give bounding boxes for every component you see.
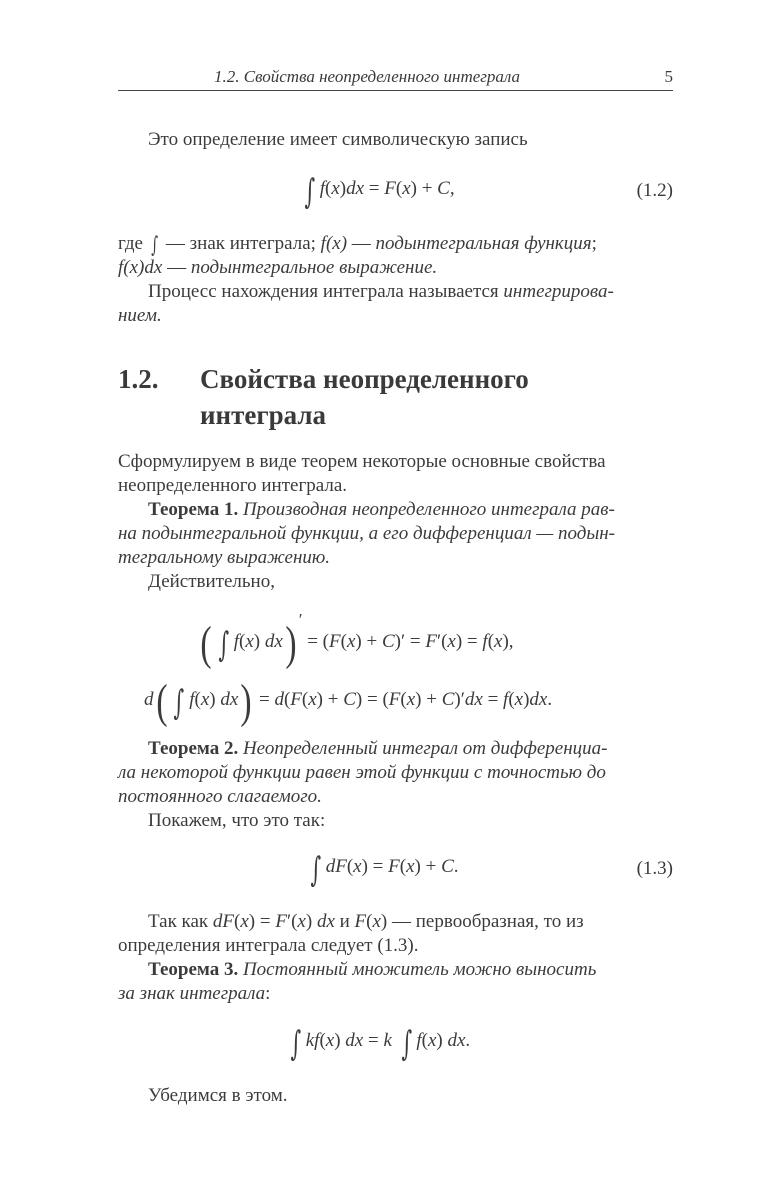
integral-sign-icon: ∫ bbox=[218, 625, 230, 665]
theorem-1-line3: тегральному выражению. bbox=[118, 547, 331, 568]
theorem-2-line1 bbox=[148, 737, 608, 761]
integrand-term: подынтегральная функция bbox=[375, 233, 592, 254]
section-title-line2: интеграла bbox=[200, 400, 327, 430]
running-header bbox=[118, 66, 673, 91]
integration-term-part2: нием. bbox=[118, 305, 162, 326]
show-line: Покажем, что это так: bbox=[148, 810, 326, 831]
verify-line: Убедимся в этом. bbox=[148, 1085, 288, 1106]
integral-sign-icon: ∫ bbox=[310, 850, 322, 890]
section-title-line1: Свойства неопределенного bbox=[200, 364, 529, 394]
section-number: 1.2. bbox=[118, 364, 159, 394]
since-line2: определения интеграла следует (1.3). bbox=[118, 935, 419, 956]
fxdx-symbol: f(x)dx bbox=[118, 257, 163, 278]
integrand-expression-line bbox=[118, 256, 437, 280]
where-line bbox=[118, 232, 597, 258]
since-and: и bbox=[339, 911, 350, 932]
theorem-3-label: Теорема 3. bbox=[148, 959, 239, 980]
theorem-3-line1 bbox=[148, 958, 596, 982]
theorem-2-text: Неопределенный интеграл от дифференциа- bbox=[242, 738, 608, 759]
integral-sign-icon: ∫ bbox=[150, 233, 158, 258]
theorem-1-text: Производная неопределенного интеграла рав- bbox=[242, 499, 615, 520]
right-paren-icon: ) bbox=[240, 675, 252, 728]
paragraph-line: Сформулируем в виде теорем некоторые основные свойства bbox=[118, 451, 606, 472]
theorem-2-line2: ла некоторой функции равен этой функции с точностью до bbox=[118, 762, 606, 783]
equation-derivative: ( ∫ f(x) dx) ′ = (F(x) + C)′ = F′(x) = f(x), bbox=[200, 610, 514, 670]
theorem-1-line1 bbox=[148, 498, 615, 522]
equation-1-3: ∫ dF(x) = F(x) + C. bbox=[310, 850, 459, 890]
integral-sign-icon: ∫ bbox=[304, 172, 316, 212]
indeed-line: Действительно, bbox=[148, 571, 275, 592]
fx-symbol: f(x) bbox=[320, 233, 348, 254]
integrand-expression-term: подынтегральное выражение. bbox=[190, 257, 438, 278]
integral-sign-icon: ∫ bbox=[174, 683, 185, 723]
theorem-1-line2: на подынтегральной функции, а его дифференциал — подын- bbox=[118, 523, 615, 544]
paragraph-line: неопределенного интеграла. bbox=[118, 475, 348, 496]
left-paren-icon: ( bbox=[200, 617, 212, 670]
dash: — bbox=[167, 257, 187, 278]
running-header-title: 1.2. Свойства неопределенного интеграла bbox=[214, 67, 521, 86]
integration-term-part1: интегрирова- bbox=[503, 281, 614, 302]
process-text: Процесс нахождения интеграла называется bbox=[148, 281, 499, 302]
where-prefix: где bbox=[118, 233, 143, 254]
theorem-3-colon: : bbox=[265, 983, 271, 1004]
theorem-2-label: Теорема 2. bbox=[148, 738, 239, 759]
equation-differential: d( ∫ f(x) dx) = d(F(x) + C) = (F(x) + C)′dx = f(x)dx. bbox=[144, 675, 553, 728]
where-mid: — знак интеграла; bbox=[165, 233, 316, 254]
integral-sign-icon: ∫ bbox=[401, 1024, 412, 1064]
theorem-1-label: Теорема 1. bbox=[148, 499, 239, 520]
equation-number-1-3: (1.3) bbox=[636, 858, 673, 879]
integral-sign-icon: ∫ bbox=[290, 1024, 302, 1064]
theorem-2-line3: постоянного слагаемого. bbox=[118, 786, 322, 807]
since-prefix: Так как bbox=[148, 911, 209, 932]
theorem-3-line2 bbox=[118, 982, 270, 1006]
equation-constant-factor: ∫ kf(x) dx = k ∫ f(x) dx. bbox=[290, 1024, 471, 1064]
equation-1-2: ∫ f(x)dx = F(x) + C, bbox=[304, 172, 455, 212]
equation-number-1-2: (1.2) bbox=[636, 180, 673, 201]
semicolon: ; bbox=[591, 233, 597, 254]
page-number: 5 bbox=[664, 67, 673, 86]
dash: — bbox=[351, 233, 371, 254]
intro-line: Это определение имеет символическую запись bbox=[148, 129, 528, 150]
theorem-3-text-cont: за знак интеграла bbox=[118, 983, 266, 1004]
since-rest: — первообразная, то из bbox=[392, 911, 584, 932]
since-line: Так как dF(x) = F′(x) dx и F(x) — первообразная, то из bbox=[148, 911, 584, 932]
left-paren-icon: ( bbox=[155, 675, 168, 728]
process-line bbox=[148, 280, 614, 304]
right-paren-icon: ) bbox=[285, 617, 297, 670]
theorem-3-text: Постоянный множитель можно выносить bbox=[242, 959, 597, 980]
